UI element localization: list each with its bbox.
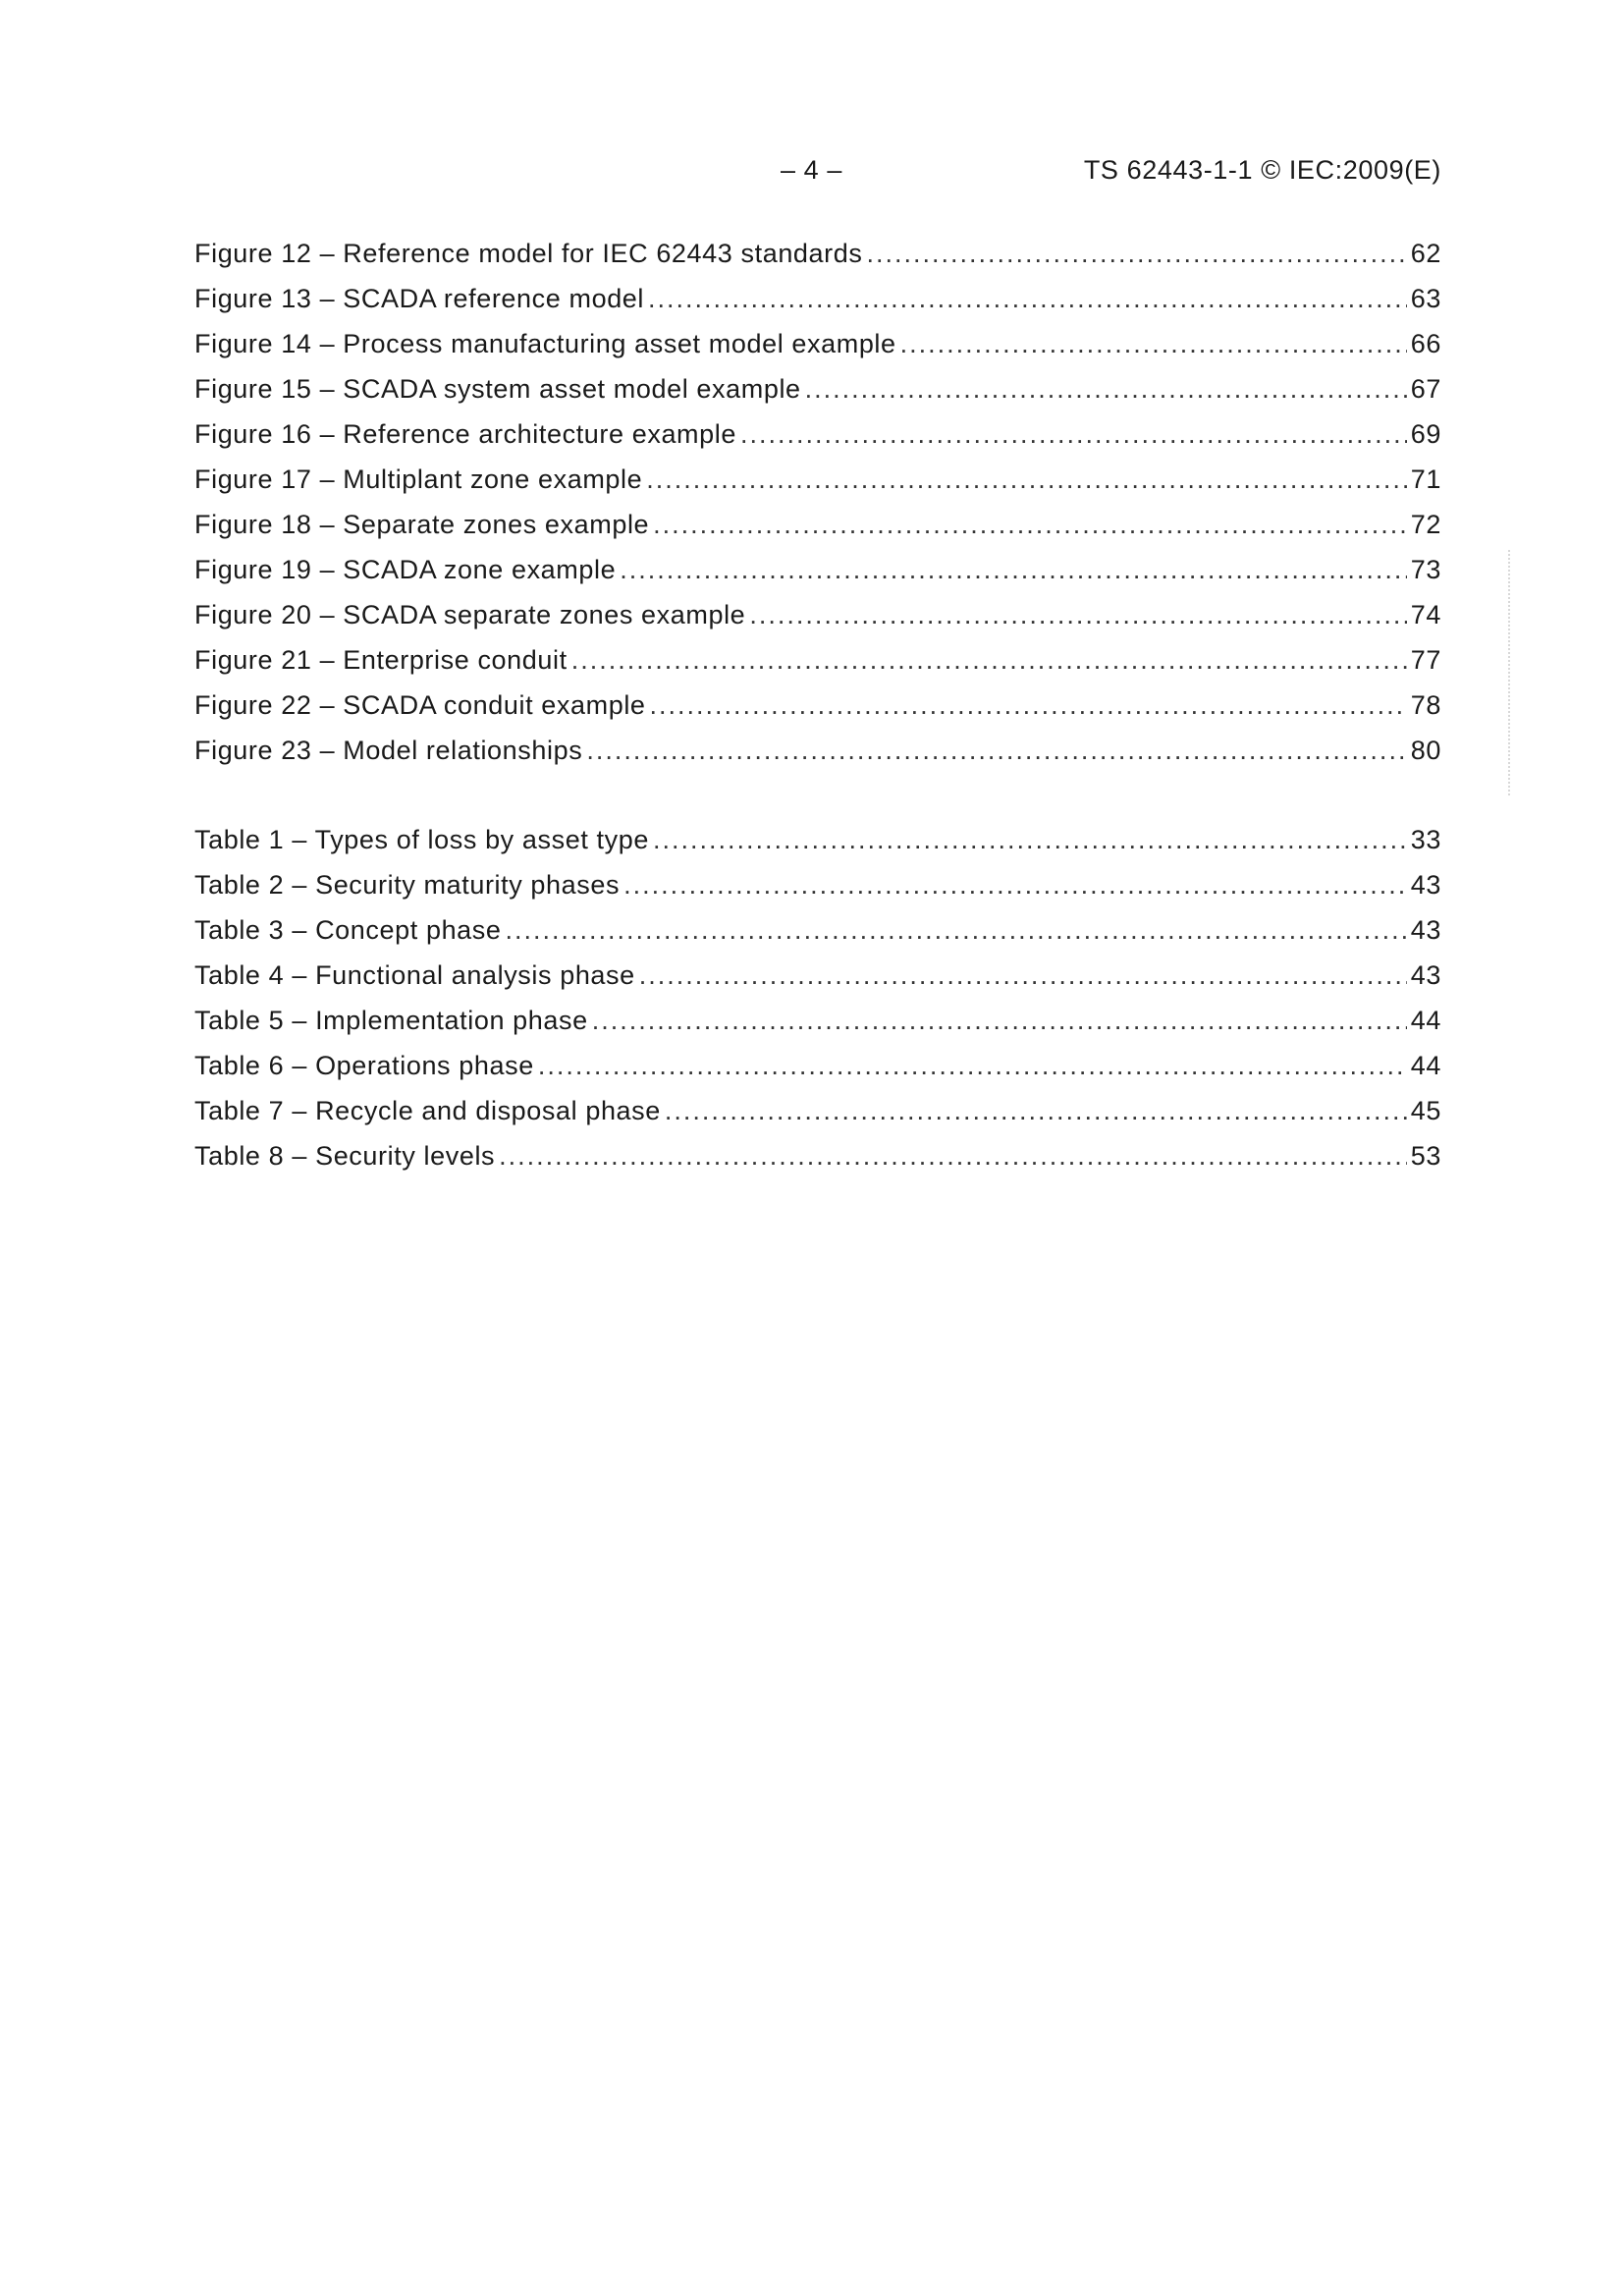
dot-leader [749, 592, 1406, 637]
toc-entry-title: Figure 21 – Enterprise conduit [194, 645, 568, 675]
toc-entry-figure-21[interactable] [194, 637, 1441, 683]
dot-leader [653, 502, 1407, 547]
toc-entry-page: 67 [1410, 374, 1441, 404]
toc-entry-figure-20[interactable] [194, 592, 1441, 637]
toc-entry-figure-19[interactable] [194, 547, 1441, 592]
toc-entry-page: 33 [1410, 825, 1441, 854]
dot-leader [571, 637, 1407, 683]
toc-entry-page: 44 [1410, 1051, 1441, 1080]
toc-entry-page: 63 [1410, 284, 1441, 313]
page-number: – 4 – [780, 155, 843, 185]
toc-entry-page: 43 [1410, 915, 1441, 945]
toc-entry-page: 44 [1410, 1006, 1441, 1035]
page-header [0, 155, 1623, 191]
toc-entry-page: 74 [1410, 600, 1441, 629]
dot-leader [646, 457, 1407, 502]
toc-entry-title: Figure 23 – Model relationships [194, 736, 583, 765]
toc-entry-page: 77 [1410, 645, 1441, 675]
toc-entry-title: Table 6 – Operations phase [194, 1051, 534, 1080]
dot-leader [740, 411, 1407, 457]
toc-entry-title: Figure 14 – Process manufacturing asset model example [194, 329, 896, 358]
margin-marks [1508, 550, 1514, 795]
toc-entry-page: 53 [1410, 1141, 1441, 1171]
dot-leader [506, 907, 1407, 953]
toc-entry-title: Table 1 – Types of loss by asset type [194, 825, 649, 854]
toc-entry-page: 73 [1410, 555, 1441, 584]
toc-entry-table-7[interactable] [194, 1088, 1441, 1133]
toc-entry-title: Figure 20 – SCADA separate zones example [194, 600, 746, 629]
toc-entry-title: Table 5 – Implementation phase [194, 1006, 588, 1035]
toc-entry-title: Table 8 – Security levels [194, 1141, 496, 1171]
toc-entry-table-4[interactable] [194, 953, 1441, 998]
dot-leader [665, 1088, 1407, 1133]
toc-entry-table-5[interactable] [194, 998, 1441, 1043]
toc-entry-page: 62 [1410, 239, 1441, 268]
toc-entry-page: 72 [1410, 510, 1441, 539]
dot-leader [623, 862, 1407, 907]
toc-entry-page: 45 [1410, 1096, 1441, 1125]
toc-entry-table-3[interactable] [194, 907, 1441, 953]
toc-entry-title: Figure 19 – SCADA zone example [194, 555, 617, 584]
document-reference: TS 62443-1-1 © IEC:2009(E) [1083, 155, 1441, 185]
toc-entry-table-6[interactable] [194, 1043, 1441, 1088]
dot-leader [653, 817, 1407, 862]
toc-entry-title: Table 4 – Functional analysis phase [194, 960, 635, 990]
dot-leader [648, 276, 1407, 321]
toc-entry-title: Table 3 – Concept phase [194, 915, 502, 945]
toc-entry-page: 66 [1410, 329, 1441, 358]
dot-leader [620, 547, 1407, 592]
toc-entry-page: 78 [1410, 690, 1441, 720]
toc-entry-table-1[interactable] [194, 817, 1441, 862]
toc-entry-title: Figure 22 – SCADA conduit example [194, 690, 646, 720]
toc-entry-title: Figure 13 – SCADA reference model [194, 284, 645, 313]
list-of-tables [194, 817, 1441, 1178]
toc-entry-page: 71 [1410, 465, 1441, 494]
dot-leader [650, 683, 1407, 728]
dot-leader [900, 321, 1407, 366]
toc-entry-page: 43 [1410, 870, 1441, 900]
toc-entry-title: Table 7 – Recycle and disposal phase [194, 1096, 661, 1125]
toc-entry-title: Figure 17 – Multiplant zone example [194, 465, 643, 494]
dot-leader [592, 998, 1407, 1043]
toc-entry-figure-14[interactable] [194, 321, 1441, 366]
toc-entry-figure-15[interactable] [194, 366, 1441, 411]
toc-entry-table-2[interactable] [194, 862, 1441, 907]
dot-leader [639, 953, 1407, 998]
toc-entry-figure-17[interactable] [194, 457, 1441, 502]
dot-leader [586, 728, 1406, 773]
toc-entry-title: Figure 12 – Reference model for IEC 62443 standards [194, 239, 863, 268]
toc-entry-title: Table 2 – Security maturity phases [194, 870, 621, 900]
toc-entry-page: 80 [1410, 736, 1441, 765]
toc-entry-table-8[interactable] [194, 1133, 1441, 1178]
toc-entry-title: Figure 18 – Separate zones example [194, 510, 650, 539]
toc-entry-page: 69 [1410, 419, 1441, 449]
toc-entry-figure-13[interactable] [194, 276, 1441, 321]
toc-entry-figure-23[interactable] [194, 728, 1441, 773]
dot-leader [805, 366, 1407, 411]
toc-entry-figure-16[interactable] [194, 411, 1441, 457]
dot-leader [538, 1043, 1407, 1088]
toc-entry-title: Figure 15 – SCADA system asset model example [194, 374, 801, 404]
toc-entry-title: Figure 16 – Reference architecture example [194, 419, 736, 449]
toc-entry-figure-12[interactable] [194, 231, 1441, 276]
dot-leader [499, 1133, 1407, 1178]
list-of-figures [194, 231, 1441, 773]
toc-entry-page: 43 [1410, 960, 1441, 990]
dot-leader [866, 231, 1406, 276]
toc-entry-figure-18[interactable] [194, 502, 1441, 547]
toc-entry-figure-22[interactable] [194, 683, 1441, 728]
